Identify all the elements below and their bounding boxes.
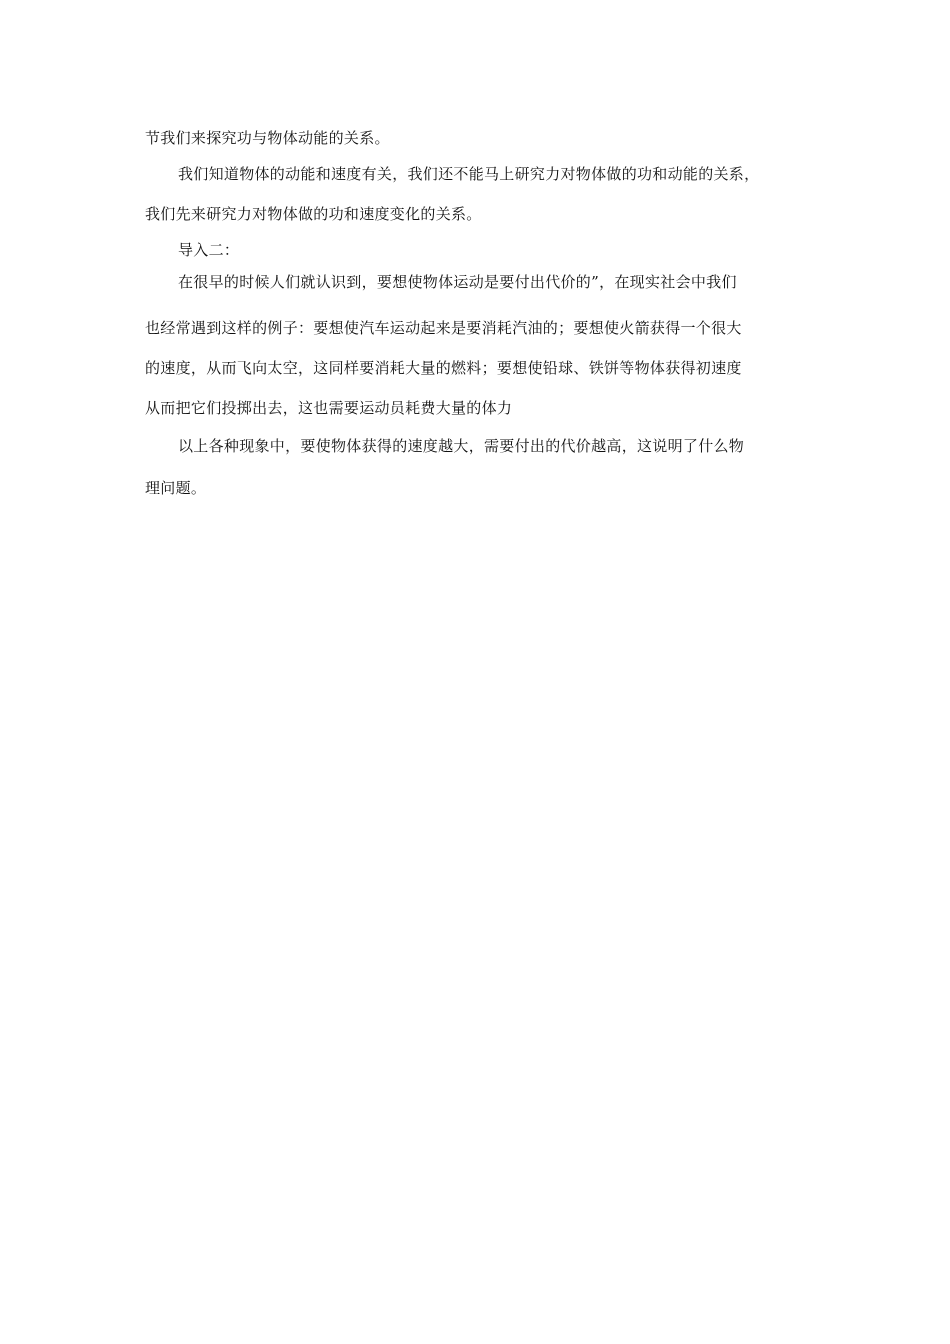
- text-line-6: 也经常遇到这样的例子：要想使汽车运动起来是要消耗汽油的；要想使火箭获得一个很大: [145, 319, 742, 337]
- text-line-1: 节我们来探究功与物体动能的关系。: [145, 129, 390, 147]
- text-line-5: 在很早的时候人们就认识到，要想使物体运动是要付出代价的”，在现实社会中我们: [178, 273, 737, 291]
- text-line-8: 从而把它们投掷出去，这也需要运动员耗费大量的体力: [145, 399, 513, 417]
- text-line-7: 的速度，从而飞向太空，这同样要消耗大量的燃料；要想使铅球、铁饼等物体获得初速度: [145, 359, 742, 377]
- text-line-2: 我们知道物体的动能和速度有关，我们还不能马上研究力对物体做的功和动能的关系，: [178, 165, 760, 183]
- text-line-9: 以上各种现象中，要使物体获得的速度越大，需要付出的代价越高，这说明了什么物: [178, 437, 745, 455]
- text-line-10: 理问题。: [145, 479, 207, 497]
- text-line-3: 我们先来研究力对物体做的功和速度变化的关系。: [145, 205, 482, 223]
- section-heading: 导入二：: [178, 241, 240, 259]
